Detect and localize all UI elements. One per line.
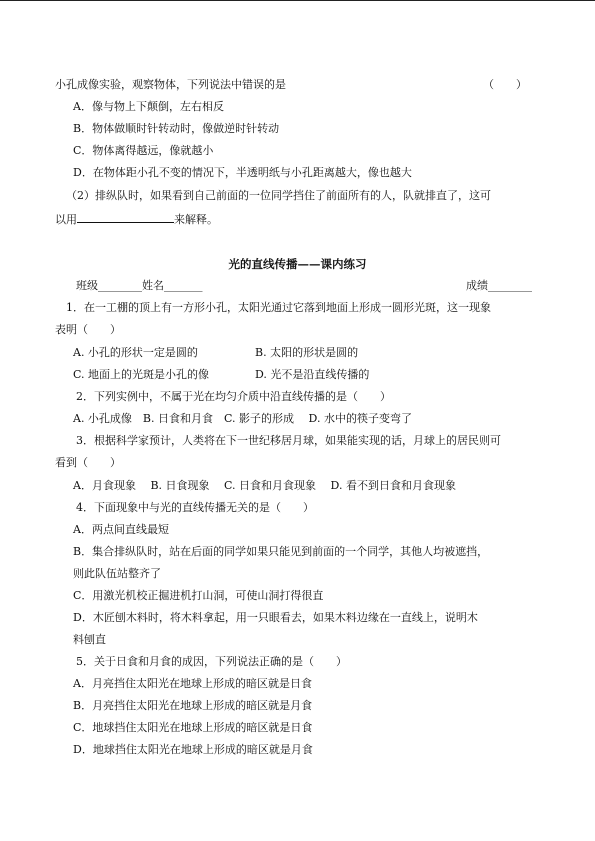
question-2-line-2 <box>55 212 218 227</box>
q1-option-b: B. 太阳的形状是圆的 <box>255 346 359 359</box>
q1-option-a: A. 小孔的形状一定是圆的 <box>73 346 198 359</box>
q5-stem: 5．关于日食和月食的成因，下列说法正确的是（ ） <box>76 655 347 668</box>
q5-option-c: C．地球挡住太阳光在地球上形成的暗区就是日食 <box>73 721 313 734</box>
q4-option-b-line-1: B．集合排纵队时，站在后面的同学如果只能见到前面的一个同学，其他人均被遮挡， <box>73 545 489 558</box>
q5-option-a: A．月亮挡住太阳光在地球上形成的暗区就是日食 <box>73 677 312 690</box>
option-b: B．物体做顺时针转动时，像做逆时针转动 <box>73 122 280 135</box>
q4-option-d-line-1: D．木匠刨木料时，将木料拿起，用一只眼看去，如果木料边缘在一直线上，说明木 <box>73 611 478 624</box>
q1-line-2: 表明（ ） <box>55 323 121 336</box>
q1-option-d: D. 光不是沿直线传播的 <box>255 368 370 381</box>
q4-option-b-line-2: 则此队伍站整齐了 <box>73 567 161 580</box>
question-2-prefix: 以用 <box>55 213 77 226</box>
q5-option-d: D．地球挡住太阳光在地球上形成的暗区就是月食 <box>73 743 313 756</box>
q4-option-d-line-2: 料刨直 <box>73 633 106 646</box>
q3-options: A．月食现象 B. 日食现象 C. 日食和月食现象 D. 看不到日食和月食现象 <box>73 479 456 492</box>
option-a: A．像与物上下颠倒，左右相反 <box>73 100 224 113</box>
q2-options: A. 小孔成像 B. 日食和月食 C. 影子的形成 D. 水中的筷子变弯了 <box>73 412 412 425</box>
q4-option-a: A．两点间直线最短 <box>73 523 169 536</box>
option-c: C．物体离得越远，像就越小 <box>73 144 214 157</box>
score-field: 成绩________ <box>466 279 532 292</box>
fill-in-blank[interactable] <box>77 212 174 223</box>
page-top-rule <box>0 0 595 1</box>
q4-option-c: C．用激光机校正掘进机打山洞，可使山洞打得很直 <box>73 589 324 602</box>
option-d: D．在物体距小孔不变的情况下，半透明纸与小孔距离越大，像也越大 <box>73 166 412 179</box>
question-2-line-1: （2）排纵队时，如果看到自己前面的一位同学挡住了前面所有的人，队就排直了，这可 <box>66 189 491 202</box>
q1-line-1: 1．在一工棚的顶上有一方形小孔，太阳光通过它落到地面上形成一圆形光斑，这一现象 <box>66 301 491 314</box>
q1-option-c: C. 地面上的光斑是小孔的像 <box>73 368 210 381</box>
q2-stem: 2．下列实例中，不属于光在均匀介质中沿直线传播的是（ ） <box>76 390 391 403</box>
section-title: 光的直线传播——课内练习 <box>228 257 367 271</box>
answer-bracket: （ ） <box>483 78 527 91</box>
question-2-suffix: 来解释。 <box>174 213 218 226</box>
q5-option-b: B．月亮挡住太阳光在地球上形成的暗区就是月食 <box>73 699 313 712</box>
q3-line-2: 看到（ ） <box>55 456 121 469</box>
question-stem: 小孔成像实验，观察物体，下列说法中错误的是 <box>55 78 286 91</box>
q3-line-1: 3．根据科学家预计，人类将在下一世纪移居月球，如果能实现的话，月球上的居民则可 <box>76 434 501 447</box>
class-name-field: 班级________姓名_______ <box>76 279 203 292</box>
q4-stem: 4．下面现象中与光的直线传播无关的是（ ） <box>76 501 314 514</box>
